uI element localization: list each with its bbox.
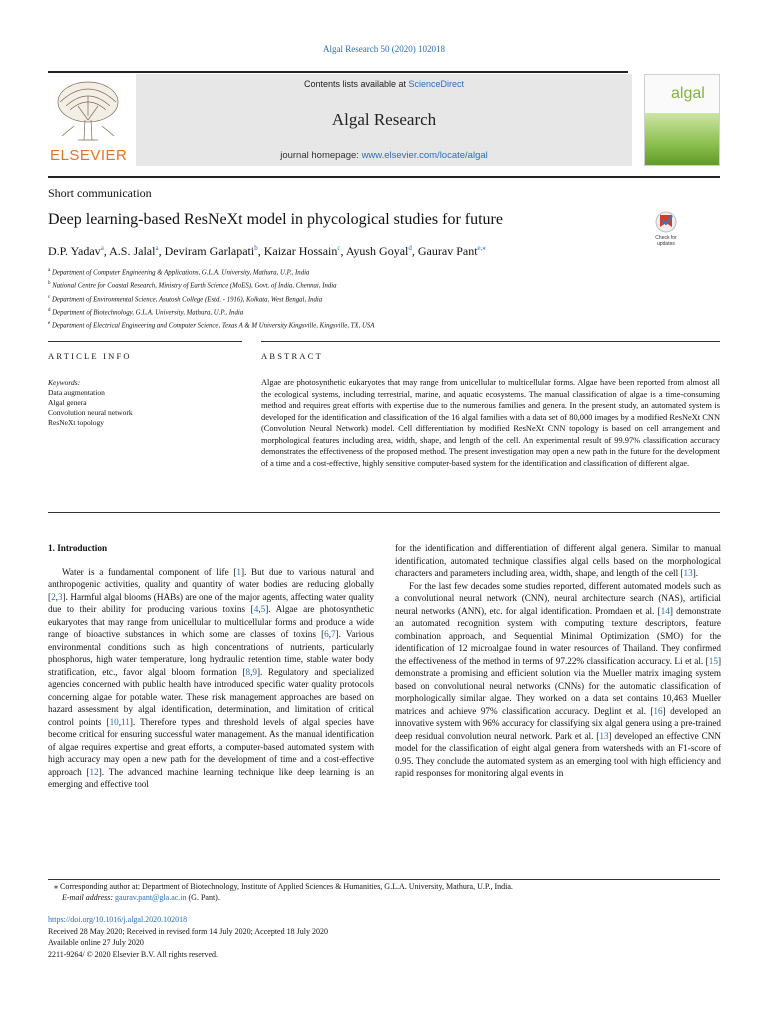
author-list: D.P. Yadav$^a$, A.S. Jalal$^a$, Deviram Garlapati$^b$, Kaizar Hossain$^c$, Ayush Goyal$^d$, Gaurav Pant$^{e,⁎}$ — [48, 244, 486, 258]
citation-link[interactable]: 3 — [57, 591, 63, 602]
elsevier-tree-icon — [48, 76, 128, 146]
cover-title: algal — [671, 85, 705, 102]
citation-link[interactable]: 14 — [660, 605, 670, 616]
intro-paragraph: Water is a fundamental component of life [1]. But due to various natural and anthropogenic activities, quality and quantity of water bodies are reducing globally [2,3]. Harmful algal blooms (HABs) are one of the major agents, affecting water quality due to their ability for producing various toxins [4,5]. Algae are photosynthetic eukaryotes that may range from unicellular to multicellular forms and produce a wide range of bioactive substances in which some are classes of toxins [6,7]. Various environmental conditions such as high concentrations of nutrients, particularly phosphorus, high water temperature, long hydraulic retention time, stable water body stratification, etc., favor algal bloom formation [8,9]. Regulatory and specialized agencies concerned with public health have introduced specific water quality protocols concerning algae for potable water. These risk management approaches are based on hazard assessment by algal identification, determination, and limitation of critical control points [10,11]. Therefore types and threshold levels of algal species have become critical for ensuring successful water management. As the manual identification of algae requires expertise and great efforts, a computer-based automated system with high accuracy may open a new path for the development of time and a cost-effective approach [12]. The advanced machine learning technique like deep learning is an emerging and effective tool — [48, 566, 374, 789]
masthead-panel — [136, 74, 632, 166]
header-bottom-rule — [48, 176, 720, 178]
body-top-rule — [48, 512, 720, 513]
email-link[interactable]: gaurav.pant@gla.ac.in — [115, 893, 187, 902]
citation-link[interactable]: 6 — [324, 629, 329, 639]
journal-masthead — [48, 74, 720, 166]
abstract-text: Algae are photosynthetic eukaryotes that may range from unicellular to multicellular forms. Algae have been reported from almost all the ecological systems, including terrestrial, marine, and aquatic ecosystems. The manual classification of algae is a time-consuming method and requires great efforts with expertise due to the numerous families and genera. In the present study, an automated system is developed for the identification and classification of the 16 algal families with a data set of 80,000 images by a modified ResNeXt CNN (Convolution Neural Network) model. Cell differentiation by modified ResNeXt CNN topology is based on cell arrangement and morphological features including area, width, shape, and length of the cell. An experimental result of 99.97% classification accuracy demonstrates the effectiveness of the proposed method. The present investigation may open a new path in the future for the development of a time and a cost-effective, highly sensitive computer-based system for the identification and classification of different algae. — [261, 378, 720, 468]
citation-link[interactable]: 11 — [121, 716, 130, 727]
intro-paragraph-continued: for the identification and differentiation of different algal genera. Similar to manual identification, automated technique classifies algal cells based on the morphological characters and parameters including area, width, shape, and length of the cell [13]. — [395, 543, 721, 578]
body-column-right — [395, 542, 721, 780]
citation-link[interactable]: 12 — [89, 766, 99, 777]
author[interactable]: Ayush Goyal$^d$ — [345, 244, 412, 258]
affiliation-item: $^a$ Department of Computer Engineering & Applications, G.L.A. University, Mathura, U.P., India — [48, 268, 310, 277]
author[interactable]: Deviram Garlapati$^b$ — [164, 244, 258, 258]
citation-link[interactable]: 1 — [236, 566, 242, 577]
citation-link[interactable]: 15 — [708, 655, 718, 666]
abstract-heading: ABSTRACT — [261, 351, 323, 361]
article-type: Short communication — [48, 186, 152, 200]
footnote-rule — [48, 879, 720, 880]
contents-line: Contents lists available at ScienceDirect — [303, 79, 465, 89]
keywords-block — [48, 378, 242, 428]
affiliation-item: $^d$ Department of Biotechnology, G.L.A. University, Mathura, U.P., India — [48, 307, 244, 317]
crossmark-icon — [648, 210, 684, 236]
article-info-rule — [48, 341, 242, 342]
doi-link[interactable]: https://doi.org/10.1016/j.algal.2020.102018 — [48, 915, 188, 924]
elsevier-wordmark: ELSEVIER — [50, 147, 128, 164]
article-info-heading: ARTICLE INFO — [48, 351, 132, 361]
citation-link[interactable]: 4 — [253, 604, 259, 614]
author[interactable]: D.P. Yadav$^a$ — [48, 244, 104, 258]
author[interactable]: Kaizar Hossain$^c$ — [263, 244, 341, 258]
homepage-line: journal homepage: www.elsevier.com/locate/algal — [280, 150, 488, 161]
keyword-item: Algal genera — [48, 398, 87, 407]
abstract-rule — [261, 341, 720, 342]
citation-link[interactable]: 16 — [653, 705, 663, 716]
journal-cover-thumbnail[interactable] — [644, 74, 720, 166]
citation-link[interactable]: 10 — [109, 716, 119, 727]
affiliation-item: $^c$ Department of Environmental Science, Asutosh College (Estd. - 1916), Kolkata, West Bengal, India — [48, 294, 323, 303]
affiliation-item: $^b$ National Centre for Coastal Research, Ministry of Earth Science (MoES), Govt. of India, Chennai, India — [48, 281, 337, 290]
copyright: 2211-9264/ © 2020 Elsevier B.V. All rights reserved. — [48, 949, 219, 959]
received-dates: Received 28 May 2020; Received in revised form 14 July 2020; Accepted 18 July 2020 — [48, 926, 328, 936]
keyword-item: Data augmentation — [48, 388, 105, 397]
keyword-item: Convolution neural network — [48, 408, 133, 417]
body-column-left — [48, 542, 374, 791]
journal-reference[interactable]: Algal Research 50 (2020) 102018 — [323, 44, 445, 54]
journal-title[interactable]: Algal Research — [331, 110, 437, 129]
citation-link[interactable]: 5 — [260, 604, 266, 614]
citation-link[interactable]: 13 — [599, 730, 609, 741]
publication-info — [48, 914, 720, 960]
citation-link[interactable]: 13 — [683, 568, 693, 578]
cover-art — [645, 113, 720, 165]
elsevier-logo[interactable] — [48, 76, 128, 164]
available-online: Available online 27 July 2020 — [48, 938, 144, 947]
citation-link[interactable]: 7 — [331, 629, 336, 639]
citation-link[interactable]: 8 — [245, 666, 251, 677]
header-top-rule — [48, 71, 628, 73]
author[interactable]: A.S. Jalal$^a$ — [109, 244, 159, 258]
article-title: Deep learning-based ResNeXt model in phycological studies for future — [48, 211, 503, 228]
citation-link[interactable]: 9 — [252, 666, 257, 677]
sciencedirect-link[interactable]: ScienceDirect — [408, 79, 465, 89]
section-title-introduction: 1. Introduction — [48, 543, 108, 553]
keywords-label: Keywords: — [48, 378, 81, 387]
citation-link[interactable]: 2 — [51, 591, 56, 602]
homepage-link[interactable]: www.elsevier.com/locate/algal — [361, 150, 488, 161]
intro-paragraph: For the last few decades some studies reported, different automated models such as a convolutional neural network (CNN), neural architecture search (NAS), artificial neural networks (ANN), etc. for algal identification. Promdaen et al. [14] demonstrate an automated recognition system with computing texture descriptors, feature combination approach, and Sequential Minimal Optimization (SMO) for the identification of 12 microalgae found in water resources of Thailand. They confirmed the effectiveness of the method in terms of 97.22% classification accuracy. Li et al. [15] demonstrate a promising and efficient solution via the Mueller matrix imaging system based on convolutional neural networks (CNNs) for the automatic classification of morphologically similar algae. They worked on a data set contains 10,463 Mueller matrices and achieve 97% classification accuracy. Deglint et al. [16] developed an innovative system with 96% accuracy for classifying six algal genera using a pre-trained deep residual convolution neural network. Park et al. [13] developed an effective CNN model for the classification of eight algal genera from watersheds with an F1-score of 0.95. They conclude the automated system as an emerging tool with high efficiency and rapid responses for monitoring algal events in — [395, 580, 721, 778]
corresponding-author-footnote: ⁎ Corresponding author at: Department of Biotechnology, Institute of Applied Sciences & Humanities, G.L.A. University, Mathura, U.P., India. E-mail address: gaurav.pant@gla.ac.in (G. Pant). — [54, 882, 513, 902]
affiliations — [48, 265, 708, 331]
crossmark-label: Check for updates — [655, 235, 677, 247]
affiliation-item: $^e$ Department of Electrical Engineering and Computer Science, Texas A & M University Kingsville, Kingsville, TX, USA — [48, 321, 375, 330]
author[interactable]: Gaurav Pant$^{e,⁎}$ — [417, 244, 486, 258]
keyword-item: ResNeXt topology — [48, 418, 105, 427]
